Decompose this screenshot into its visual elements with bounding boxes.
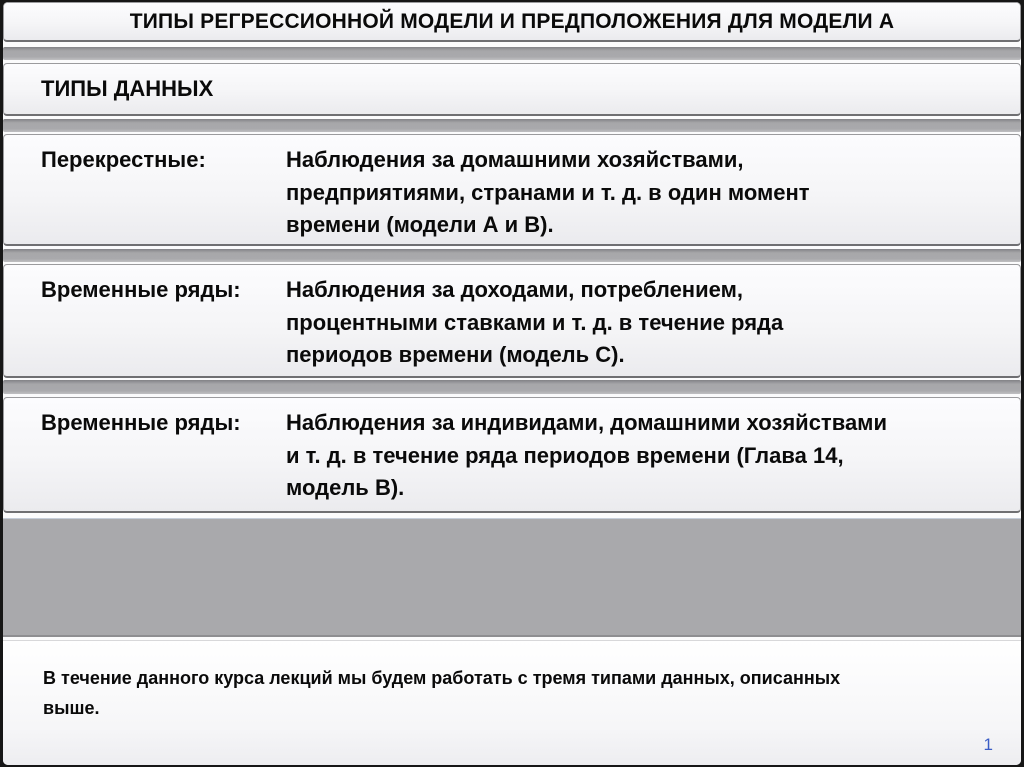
slide-title-bar (3, 2, 1021, 42)
description-line: модель В). (286, 475, 405, 500)
row-description (286, 274, 1000, 376)
slide-title: ТИПЫ РЕГРЕССИОННОЙ МОДЕЛИ И ПРЕДПОЛОЖЕНИЯ ДЛЯ МОДЕЛИ А (129, 9, 895, 33)
section-header-panel (3, 63, 1021, 116)
data-type-row-cross-section (3, 134, 1021, 246)
empty-gray-block (3, 518, 1021, 637)
description-line: предприятиями, странами и т. д. в один момент (286, 179, 810, 205)
row-label: Перекрестные: (41, 147, 206, 172)
description-line: и т. д. в течение ряда периодов времени (Глава 14, (286, 442, 844, 468)
row-description (286, 144, 1000, 244)
footer-line: В течение данного курса лекций мы будем работать с тремя типами данных, описанных (43, 668, 841, 688)
data-type-row-panel-data (3, 397, 1021, 513)
slide (3, 2, 1021, 765)
description-line: процентными ставками и т. д. в течение ряда (286, 309, 784, 335)
separator-bar (3, 119, 1021, 132)
description-line: Наблюдения за доходами, потреблением, (286, 277, 743, 302)
separator-bar (3, 47, 1021, 60)
row-label: Временные ряды: (41, 277, 241, 302)
page-number: 1 (983, 735, 993, 754)
description-line: Наблюдения за индивидами, домашними хозяйствами (286, 410, 887, 435)
section-header: ТИПЫ ДАННЫХ (41, 76, 214, 101)
row-description (286, 407, 1000, 511)
separator-bar (3, 249, 1021, 262)
description-line: периодов времени (модель С). (286, 342, 625, 367)
description-line: Наблюдения за домашними хозяйствами, (286, 147, 744, 172)
footer-line: выше. (43, 698, 100, 718)
footer-note (43, 663, 981, 723)
row-label: Временные ряды: (41, 410, 241, 435)
description-line: времени (модели А и В). (286, 212, 554, 237)
data-type-row-time-series (3, 264, 1021, 378)
footer-panel (3, 640, 1021, 765)
separator-bar (3, 380, 1021, 394)
